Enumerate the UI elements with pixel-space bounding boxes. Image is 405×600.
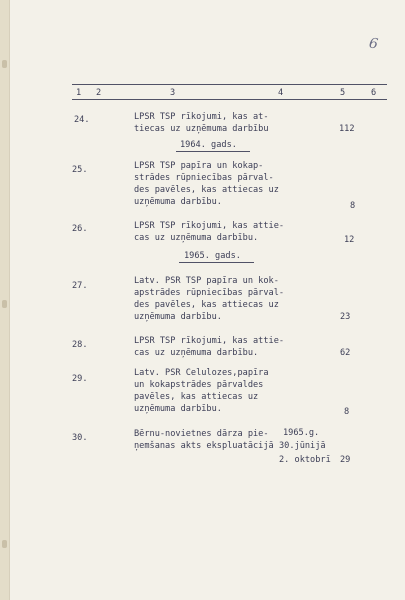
header-bottom-rule (72, 99, 387, 100)
entry-line: ņemšanas akts ekspluatācijā (134, 441, 274, 451)
entry-count: 8 (350, 201, 356, 211)
column-number: 1 (76, 88, 82, 98)
entry-count: 8 (344, 407, 350, 417)
column-number: 5 (340, 88, 346, 98)
binding-hole (2, 540, 7, 548)
entry-number: 28. (72, 340, 88, 350)
entry-line: Latv. PSR TSP papīra un kok- (134, 276, 279, 286)
entry-line: apstrādes rūpniecības pārval- (134, 288, 285, 298)
binding-hole (2, 300, 7, 308)
entry-date: 1965.g. (283, 428, 320, 438)
entry-date: 2. oktobrī (279, 455, 331, 465)
column-number: 4 (278, 88, 284, 98)
column-number: 6 (371, 88, 377, 98)
binding-hole (2, 60, 7, 68)
entry-count: 23 (340, 312, 351, 322)
entry-count: 112 (339, 124, 355, 134)
entry-line: des pavēles, kas attiecas uz (134, 185, 279, 195)
entry-count: 29 (340, 455, 351, 465)
entry-number: 24. (74, 115, 90, 125)
entry-line: pavēles, kas attiecas uz (134, 392, 259, 402)
entry-line: LPSR TSP rīkojumi, kas attie- (134, 336, 285, 346)
year-heading: 1965. gads. (184, 251, 241, 261)
entry-number: 30. (72, 433, 88, 443)
entry-line: LPSR TSP rīkojumi, kas at- (134, 112, 269, 122)
entry-number: 25. (72, 165, 88, 175)
entry-line: uzņēmuma darbību. (134, 312, 222, 322)
entry-line: Bērnu-novietnes dārza pie- (134, 429, 269, 439)
year-heading-underline (176, 151, 250, 152)
entry-line: Latv. PSR Celulozes,papīra (134, 368, 269, 378)
entry-line: uzņēmuma darbību. (134, 197, 222, 207)
year-heading-underline (179, 262, 254, 263)
entry-line: tiecas uz uzņēmuma darbību (134, 124, 269, 134)
entry-number: 29. (72, 374, 88, 384)
entry-line: LPSR TSP papīra un kokap- (134, 161, 264, 171)
year-heading: 1964. gads. (180, 140, 237, 150)
page-number: 6 (367, 35, 379, 53)
column-number: 2 (96, 88, 102, 98)
entry-line: cas uz uzņēmuma darbību. (134, 348, 259, 358)
header-top-rule (72, 84, 387, 85)
entry-count: 12 (344, 235, 355, 245)
binding-margin (0, 0, 10, 600)
entry-line: cas uz uzņēmuma darbību. (134, 233, 259, 243)
entry-line: un kokapstrādes pārvaldes (134, 380, 264, 390)
entry-count: 62 (340, 348, 351, 358)
entry-number: 26. (72, 224, 88, 234)
entry-line: des pavēles, kas attiecas uz (134, 300, 279, 310)
entry-number: 27. (72, 281, 88, 291)
entry-line: LPSR TSP rīkojumi, kas attie- (134, 221, 285, 231)
entry-line: uzņēmuma darbību. (134, 404, 222, 414)
entry-line: strādes rūpniecības pārval- (134, 173, 274, 183)
column-number: 3 (170, 88, 176, 98)
entry-date: 30.jūnijā (279, 441, 326, 451)
